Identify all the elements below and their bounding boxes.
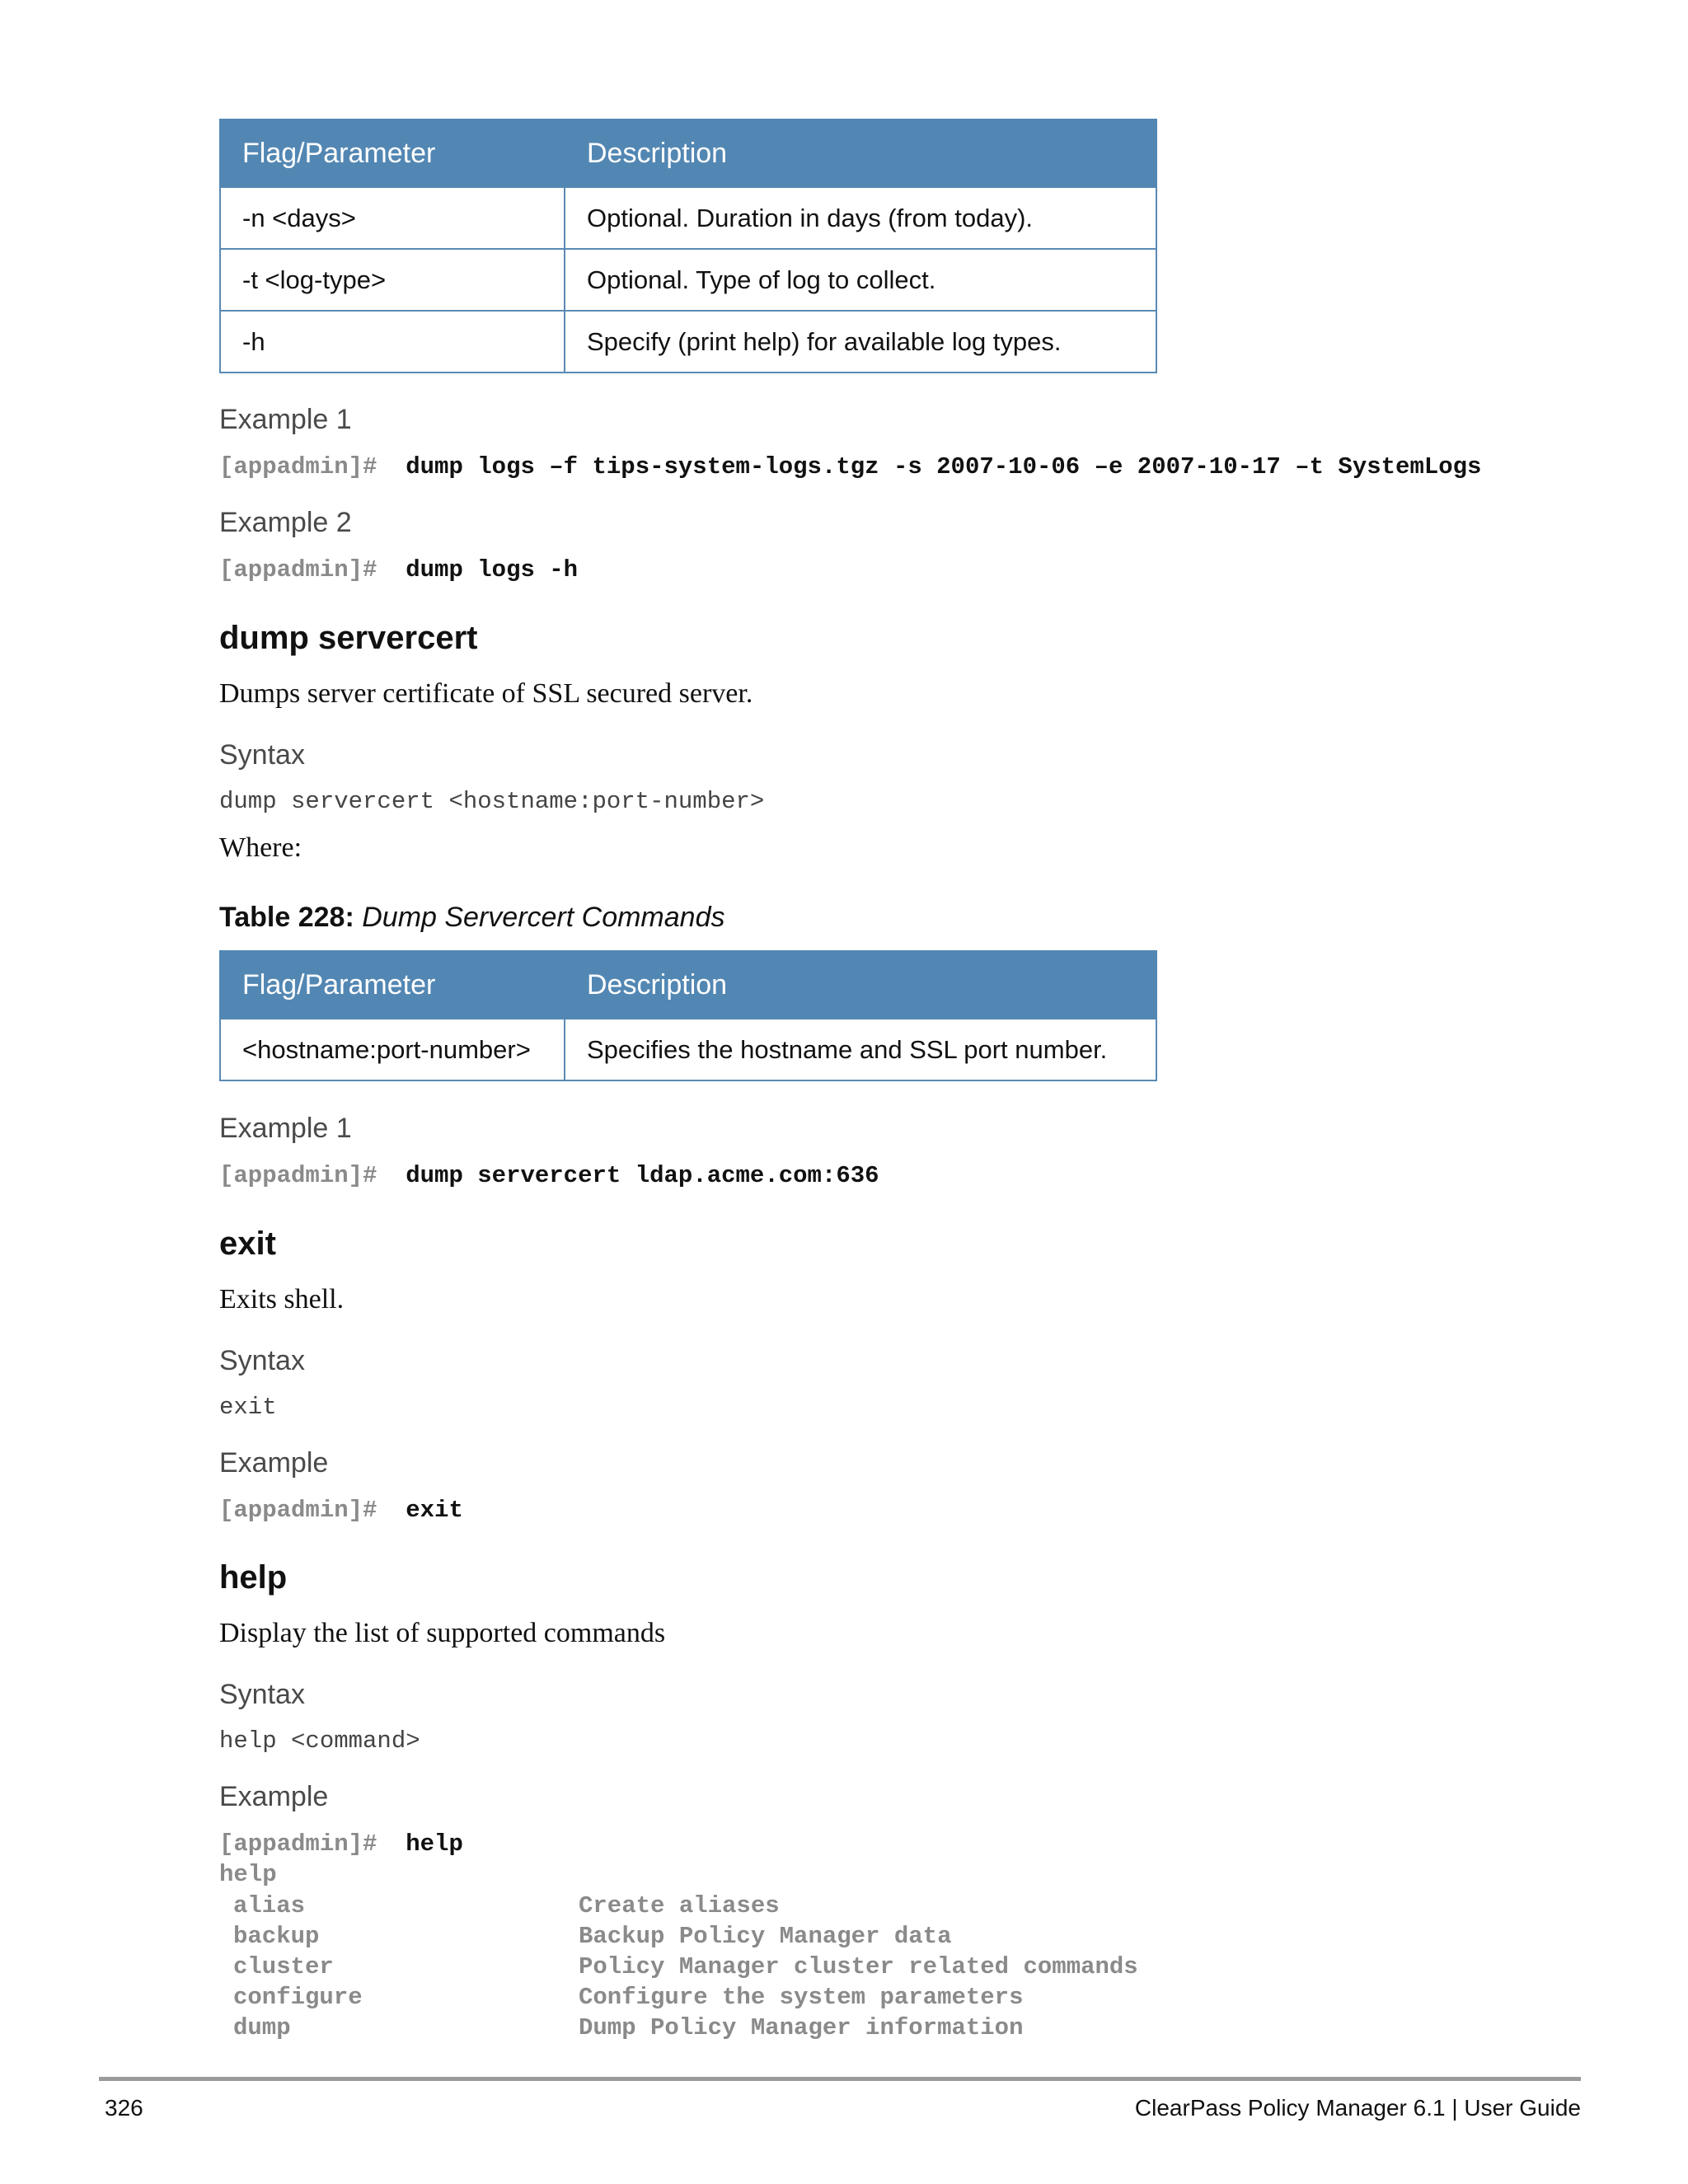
table-cell-description: Specify (print help) for available log types. — [565, 311, 1156, 373]
table-cell-flag: -n <days> — [220, 187, 565, 249]
example-code — [219, 1830, 463, 1858]
help-output-row — [0, 1892, 1688, 1923]
page-number: 326 — [105, 2095, 143, 2121]
help-output-description: Policy Manager cluster related commands — [579, 1953, 1138, 1980]
shell-prompt: [appadmin]# — [219, 453, 377, 480]
section-title-exit: exit — [219, 1226, 276, 1262]
example-1-heading: Example 1 — [219, 404, 352, 435]
example-1-code — [219, 453, 1481, 480]
shell-prompt: [appadmin]# — [219, 1497, 377, 1524]
section-title-help: help — [219, 1559, 288, 1596]
section-title-dump-servercert: dump servercert — [219, 620, 478, 656]
help-output-description: Create aliases — [579, 1892, 780, 1919]
table-row — [220, 249, 1156, 311]
table-caption-label: Table 228: — [219, 902, 354, 933]
shell-prompt: [appadmin]# — [219, 1162, 377, 1189]
table-cell-description: Optional. Duration in days (from today). — [565, 187, 1156, 249]
example-code — [219, 1162, 879, 1189]
help-output-description: Backup Policy Manager data — [579, 1923, 952, 1950]
syntax-code: help <command> — [219, 1727, 420, 1755]
table-header-description: Description — [565, 951, 1156, 1019]
syntax-heading: Syntax — [219, 739, 305, 771]
table-row — [220, 311, 1156, 373]
servercert-table — [219, 950, 1157, 1081]
help-output-row — [0, 1923, 1688, 1953]
shell-prompt: [appadmin]# — [219, 1830, 377, 1858]
help-output-first-line: help — [219, 1861, 277, 1888]
footer-divider — [99, 2077, 1581, 2081]
example-2-code — [219, 556, 578, 583]
shell-command: help — [406, 1830, 463, 1858]
table-caption — [219, 902, 724, 934]
shell-command: exit — [406, 1497, 463, 1524]
syntax-heading: Syntax — [219, 1679, 305, 1710]
shell-prompt: [appadmin]# — [219, 556, 377, 583]
help-output-command: configure — [233, 1984, 363, 2011]
table-cell-description: Specifies the hostname and SSL port number. — [565, 1019, 1156, 1080]
table-row — [220, 1019, 1156, 1080]
help-output-description: Configure the system parameters — [579, 1984, 1024, 2011]
table-header-row — [220, 951, 1156, 1019]
section-description: Dumps server certificate of SSL secured server. — [219, 678, 753, 709]
syntax-heading: Syntax — [219, 1345, 305, 1376]
table-header-flag: Flag/Parameter — [220, 951, 565, 1019]
table-header-flag: Flag/Parameter — [220, 120, 565, 187]
shell-command: dump servercert ldap.acme.com:636 — [406, 1162, 879, 1189]
syntax-code: dump servercert <hostname:port-number> — [219, 788, 765, 815]
help-output-command: backup — [233, 1923, 320, 1950]
help-output-command: dump — [233, 2014, 291, 2041]
flag-parameter-table — [219, 119, 1157, 373]
section-description: Display the list of supported commands — [219, 1618, 666, 1648]
guide-title: ClearPass Policy Manager 6.1 | User Guide — [1134, 2095, 1581, 2121]
example-heading: Example — [219, 1781, 329, 1812]
table-cell-flag: -t <log-type> — [220, 249, 565, 311]
shell-command: dump logs -h — [406, 556, 579, 583]
example-1-heading: Example 1 — [219, 1113, 352, 1144]
help-output-row — [0, 1984, 1688, 2014]
table-cell-description: Optional. Type of log to collect. — [565, 249, 1156, 311]
syntax-code: exit — [219, 1394, 277, 1421]
example-code — [219, 1497, 463, 1524]
help-output-command: cluster — [233, 1953, 334, 1980]
table-caption-title: Dump Servercert Commands — [362, 902, 725, 933]
shell-command: dump logs –f tips-system-logs.tgz -s 2007-10-06 –e 2007-10-17 –t SystemLogs — [406, 453, 1482, 480]
table-row — [220, 187, 1156, 249]
help-output-description: Dump Policy Manager information — [579, 2014, 1024, 2041]
table-cell-flag: -h — [220, 311, 565, 373]
example-2-heading: Example 2 — [219, 507, 352, 538]
help-output-list — [0, 1892, 1688, 2045]
help-output-row — [0, 1953, 1688, 1984]
section-description: Exits shell. — [219, 1284, 345, 1315]
table-header-description: Description — [565, 120, 1156, 187]
help-output-command: alias — [233, 1892, 306, 1919]
example-heading: Example — [219, 1447, 329, 1479]
table-cell-flag: <hostname:port-number> — [220, 1019, 565, 1080]
help-output-row — [0, 2014, 1688, 2045]
table-header-row — [220, 120, 1156, 187]
where-label: Where: — [219, 832, 302, 863]
